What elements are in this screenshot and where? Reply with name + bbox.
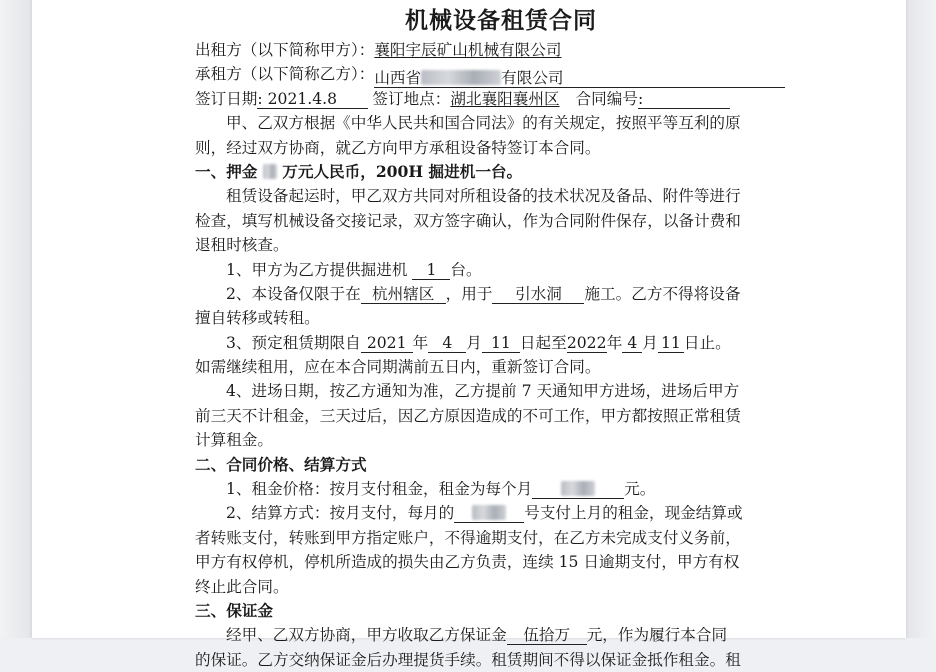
document-page bbox=[32, 0, 906, 669]
lessor-value: 襄阳宇辰矿山机械有限公司 bbox=[374, 41, 562, 59]
item-1-suffix: 台。 bbox=[450, 260, 482, 279]
rent-price-suffix: 元。 bbox=[624, 480, 656, 499]
section-1-heading bbox=[195, 160, 807, 184]
start-day: 11 bbox=[482, 335, 520, 353]
lessee-label: 承租方（以下简称乙方）： bbox=[195, 65, 375, 84]
deposit-prefix: 经甲、乙双方协商，甲方收取乙方保证金 bbox=[226, 626, 507, 645]
section-3-line-1 bbox=[195, 623, 807, 647]
section-1-intro-line-1: 租赁设备起运时，甲乙双方共同对所租设备的技术状况及备品、附件等进行 bbox=[226, 187, 741, 206]
lessee-value-field bbox=[374, 67, 785, 88]
document-title: 机械设备租赁合同 bbox=[405, 7, 597, 34]
start-year: 2021 bbox=[361, 335, 413, 353]
section-2-item-2-line-2: 者转账支付，转账到甲方指定账户，不得逾期支付，在乙方未完成支付义务前， bbox=[195, 528, 741, 547]
rent-price-redacted bbox=[561, 481, 595, 496]
section-1-intro-line-3: 退租时核查。 bbox=[195, 236, 289, 255]
section-3-heading: 三、保证金 bbox=[195, 600, 273, 620]
contract-number-value: : bbox=[638, 91, 730, 109]
preamble-line-1: 甲、乙双方根据《中华人民共和国合同法》的有关规定，按照平等互利的原 bbox=[226, 114, 741, 133]
section-1-item-3 bbox=[195, 331, 807, 355]
settlement-day-redacted bbox=[472, 505, 506, 520]
deposit-amount-redacted bbox=[263, 164, 277, 179]
section-2-heading: 二、合同价格、结算方式 bbox=[195, 454, 367, 474]
section-1-intro-line-2: 检查，填写机械设备交接记录，双方签字确认，作为合同附件保存，以备计费和 bbox=[195, 211, 741, 230]
signing-date-label: 签订日期 bbox=[195, 89, 258, 108]
lessee-prefix: 山西省 bbox=[374, 69, 422, 88]
section-1-heading-prefix: 一、押金 bbox=[195, 161, 258, 181]
page-content bbox=[195, 4, 807, 672]
preamble-line-2: 则，经过双方协商，就乙方向甲方承租设备特签订本合同。 bbox=[195, 138, 601, 157]
section-2-item-2-line-3: 甲方有权停机，停机所造成的损失由乙方负责，连续 15 日逾期支付，甲方有权 bbox=[195, 553, 740, 572]
lessee-suffix: 有限公司 bbox=[501, 69, 564, 88]
end-label: 日止。 bbox=[683, 333, 731, 352]
section-1-item-1 bbox=[195, 258, 807, 282]
section-1-heading-suffix: 万元人民币，200H 掘进机一台。 bbox=[282, 161, 523, 181]
lessor-line bbox=[195, 38, 807, 62]
signing-date-value: : 2021.4.8 bbox=[257, 91, 368, 109]
lessor-label: 出租方（以下简称甲方）： bbox=[195, 41, 375, 59]
item-2-prefix: 2、本设备仅限于在 bbox=[226, 284, 361, 303]
section-3-line-2: 的保证。乙方交纳保证金后办理提货手续。租赁期间不得以保证金抵作租金。租 bbox=[195, 650, 741, 669]
deposit-amount: 伍拾万 bbox=[507, 627, 587, 645]
settlement-suffix: 号支付上月的租金，现金结算或 bbox=[524, 504, 743, 523]
usage-area: 杭州辖区 bbox=[361, 286, 446, 304]
item-2-suffix: 施工。乙方不得将设备 bbox=[584, 284, 741, 303]
viewer-background-left bbox=[0, 0, 32, 638]
section-1-item-4-line-3: 计算租金。 bbox=[195, 431, 273, 450]
item-3-prefix: 3、预定租赁期限自 bbox=[226, 333, 361, 352]
end-month: 4 bbox=[622, 335, 642, 353]
rent-price-prefix: 1、租金价格：按月支付租金，租金为每个月 bbox=[226, 480, 533, 499]
section-2-item-2-line-4: 终止此合同。 bbox=[195, 577, 289, 596]
section-1-item-4-line-1: 4、进场日期，按乙方通知为准，乙方提前 7 天通知甲方进场，进场后甲方 bbox=[226, 382, 740, 401]
signing-line bbox=[195, 87, 807, 111]
signing-place-value: 湖北襄阳襄州区 bbox=[450, 89, 560, 108]
section-1-item-3-line-2: 如需继续租用，应在本合同期满前五日内，重新签订合同。 bbox=[195, 358, 601, 377]
day-to-label: 日起至 bbox=[519, 333, 567, 352]
contract-number-label: 合同编号 bbox=[575, 89, 638, 108]
section-1-item-2 bbox=[195, 282, 807, 306]
settlement-prefix: 2、结算方式：按月支付，每月的 bbox=[226, 504, 455, 523]
section-2-item-2 bbox=[195, 501, 807, 525]
lessee-redacted bbox=[421, 70, 501, 85]
item-1-prefix: 1、甲方为乙方提供掘进机 bbox=[226, 260, 408, 279]
year-label: 年 bbox=[412, 333, 429, 352]
month-label: 月 bbox=[466, 333, 482, 352]
viewer-scroll-gutter[interactable] bbox=[906, 0, 936, 638]
deposit-suffix: 元，作为履行本合同 bbox=[586, 626, 728, 645]
lessee-line bbox=[195, 62, 807, 86]
excavator-quantity: 1 bbox=[412, 262, 450, 280]
section-2-item-1 bbox=[195, 477, 807, 501]
section-1-item-2-line-2: 擅自转移或转租。 bbox=[195, 309, 320, 328]
rent-price-field bbox=[532, 481, 624, 499]
item-2-mid: ，用于 bbox=[445, 284, 493, 303]
usage-purpose: 引水洞 bbox=[492, 286, 584, 304]
end-day: 11 bbox=[658, 335, 684, 353]
year-label-2: 年 bbox=[606, 333, 623, 352]
section-1-item-4-line-2: 前三天不计租金，三天过后，因乙方原因造成的不可工作，甲方都按照正常租赁 bbox=[195, 406, 741, 425]
signing-place-label: 签订地点： bbox=[372, 89, 451, 108]
end-year: 2022 bbox=[566, 333, 607, 352]
start-month: 4 bbox=[428, 335, 466, 353]
month-label-2: 月 bbox=[642, 333, 658, 352]
settlement-day-field bbox=[454, 505, 524, 523]
